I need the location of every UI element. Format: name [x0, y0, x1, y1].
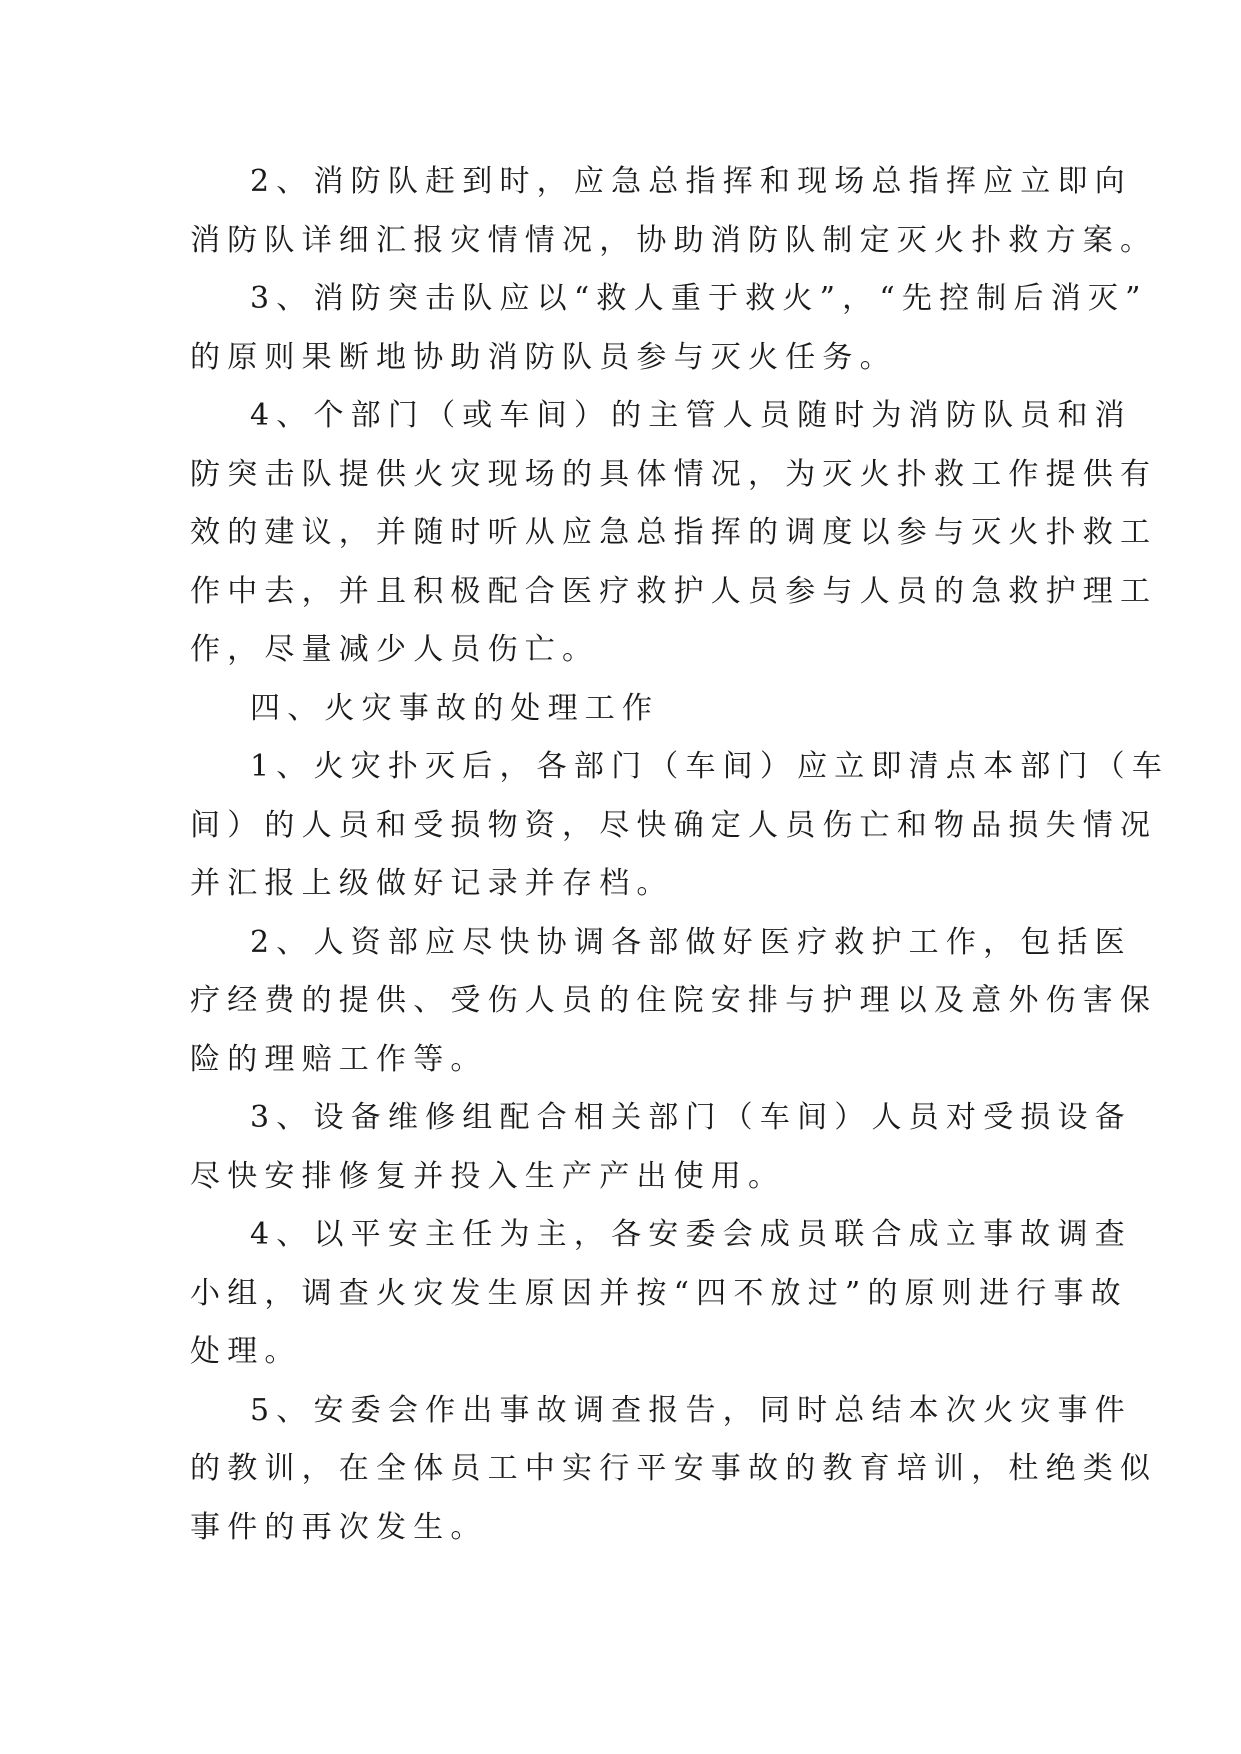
paragraph-post-fire-inventory	[190, 738, 1170, 914]
paragraph-assault-team-principle	[190, 270, 1148, 387]
paragraph-line: 险的理赔工作等。	[190, 1041, 488, 1077]
paragraph-line: 的教训，在全体员工中实行平安事故的教育培训，杜绝类似	[190, 1451, 1158, 1486]
section-heading: 四、火灾事故的处理工作	[250, 690, 660, 726]
paragraph-line: 小组，调查火灾发生原因并按“四不放过”的原则进行事故	[190, 1275, 1128, 1311]
paragraph-line: 4、以平安主任为主，各安委会成员联合成立事故调查	[250, 1217, 1132, 1252]
document-body	[190, 153, 1170, 1557]
paragraph-line: 4、个部门（或车间）的主管人员随时为消防队员和消	[250, 398, 1132, 433]
paragraph-hr-medical	[190, 914, 1158, 1090]
paragraph-line: 作，尽量减少人员伤亡。	[190, 632, 600, 667]
paragraph-line: 2、人资部应尽快协调各部做好医疗救护工作，包括医	[250, 924, 1132, 960]
paragraph-line: 防突击队提供火灾现场的具体情况，为灭火扑救工作提供有	[190, 456, 1158, 492]
paragraph-line: 疗经费的提供、受伤人员的住院安排与护理以及意外伤害保	[190, 983, 1158, 1018]
paragraph-line: 间）的人员和受损物资，尽快确定人员伤亡和物品损失情况	[190, 807, 1158, 843]
paragraph-line: 作中去，并且积极配合医疗救护人员参与人员的急救护理工	[190, 573, 1158, 609]
paragraph-line: 并汇报上级做好记录并存档。	[190, 866, 674, 901]
paragraph-line: 消防队详细汇报灾情情况，协助消防队制定灭火扑救方案。	[190, 222, 1158, 258]
paragraph-line: 3、设备维修组配合相关部门（车间）人员对受损设备	[250, 1100, 1132, 1135]
paragraph-line: 的原则果断地协助消防队员参与灭火任务。	[190, 339, 897, 375]
paragraph-line: 效的建议，并随时听从应急总指挥的调度以参与灭火扑救工	[190, 515, 1158, 550]
paragraph-line: 3、消防突击队应以“救人重于救火”，“先控制后消灭”	[250, 281, 1148, 316]
paragraph-line: 尽快安排修复并投入生产产出使用。	[190, 1158, 786, 1194]
paragraph-investigation-report	[190, 1382, 1158, 1558]
paragraph-line: 5、安委会作出事故调查报告，同时总结本次火灾事件	[250, 1392, 1132, 1428]
paragraph-department-supervisors	[190, 387, 1158, 680]
paragraph-fire-brigade-arrival	[190, 153, 1158, 270]
paragraph-line: 事件的再次发生。	[190, 1509, 488, 1545]
section-heading-accident-handling	[190, 680, 1052, 739]
paragraph-line: 2、消防队赶到时，应急总指挥和现场总指挥应立即向	[250, 164, 1132, 199]
paragraph-line: 处理。	[190, 1334, 302, 1369]
paragraph-investigation-team	[190, 1206, 1132, 1382]
paragraph-line: 1、火灾扑灭后，各部门（车间）应立即清点本部门（车	[250, 749, 1170, 784]
paragraph-equipment-repair	[190, 1089, 1132, 1206]
